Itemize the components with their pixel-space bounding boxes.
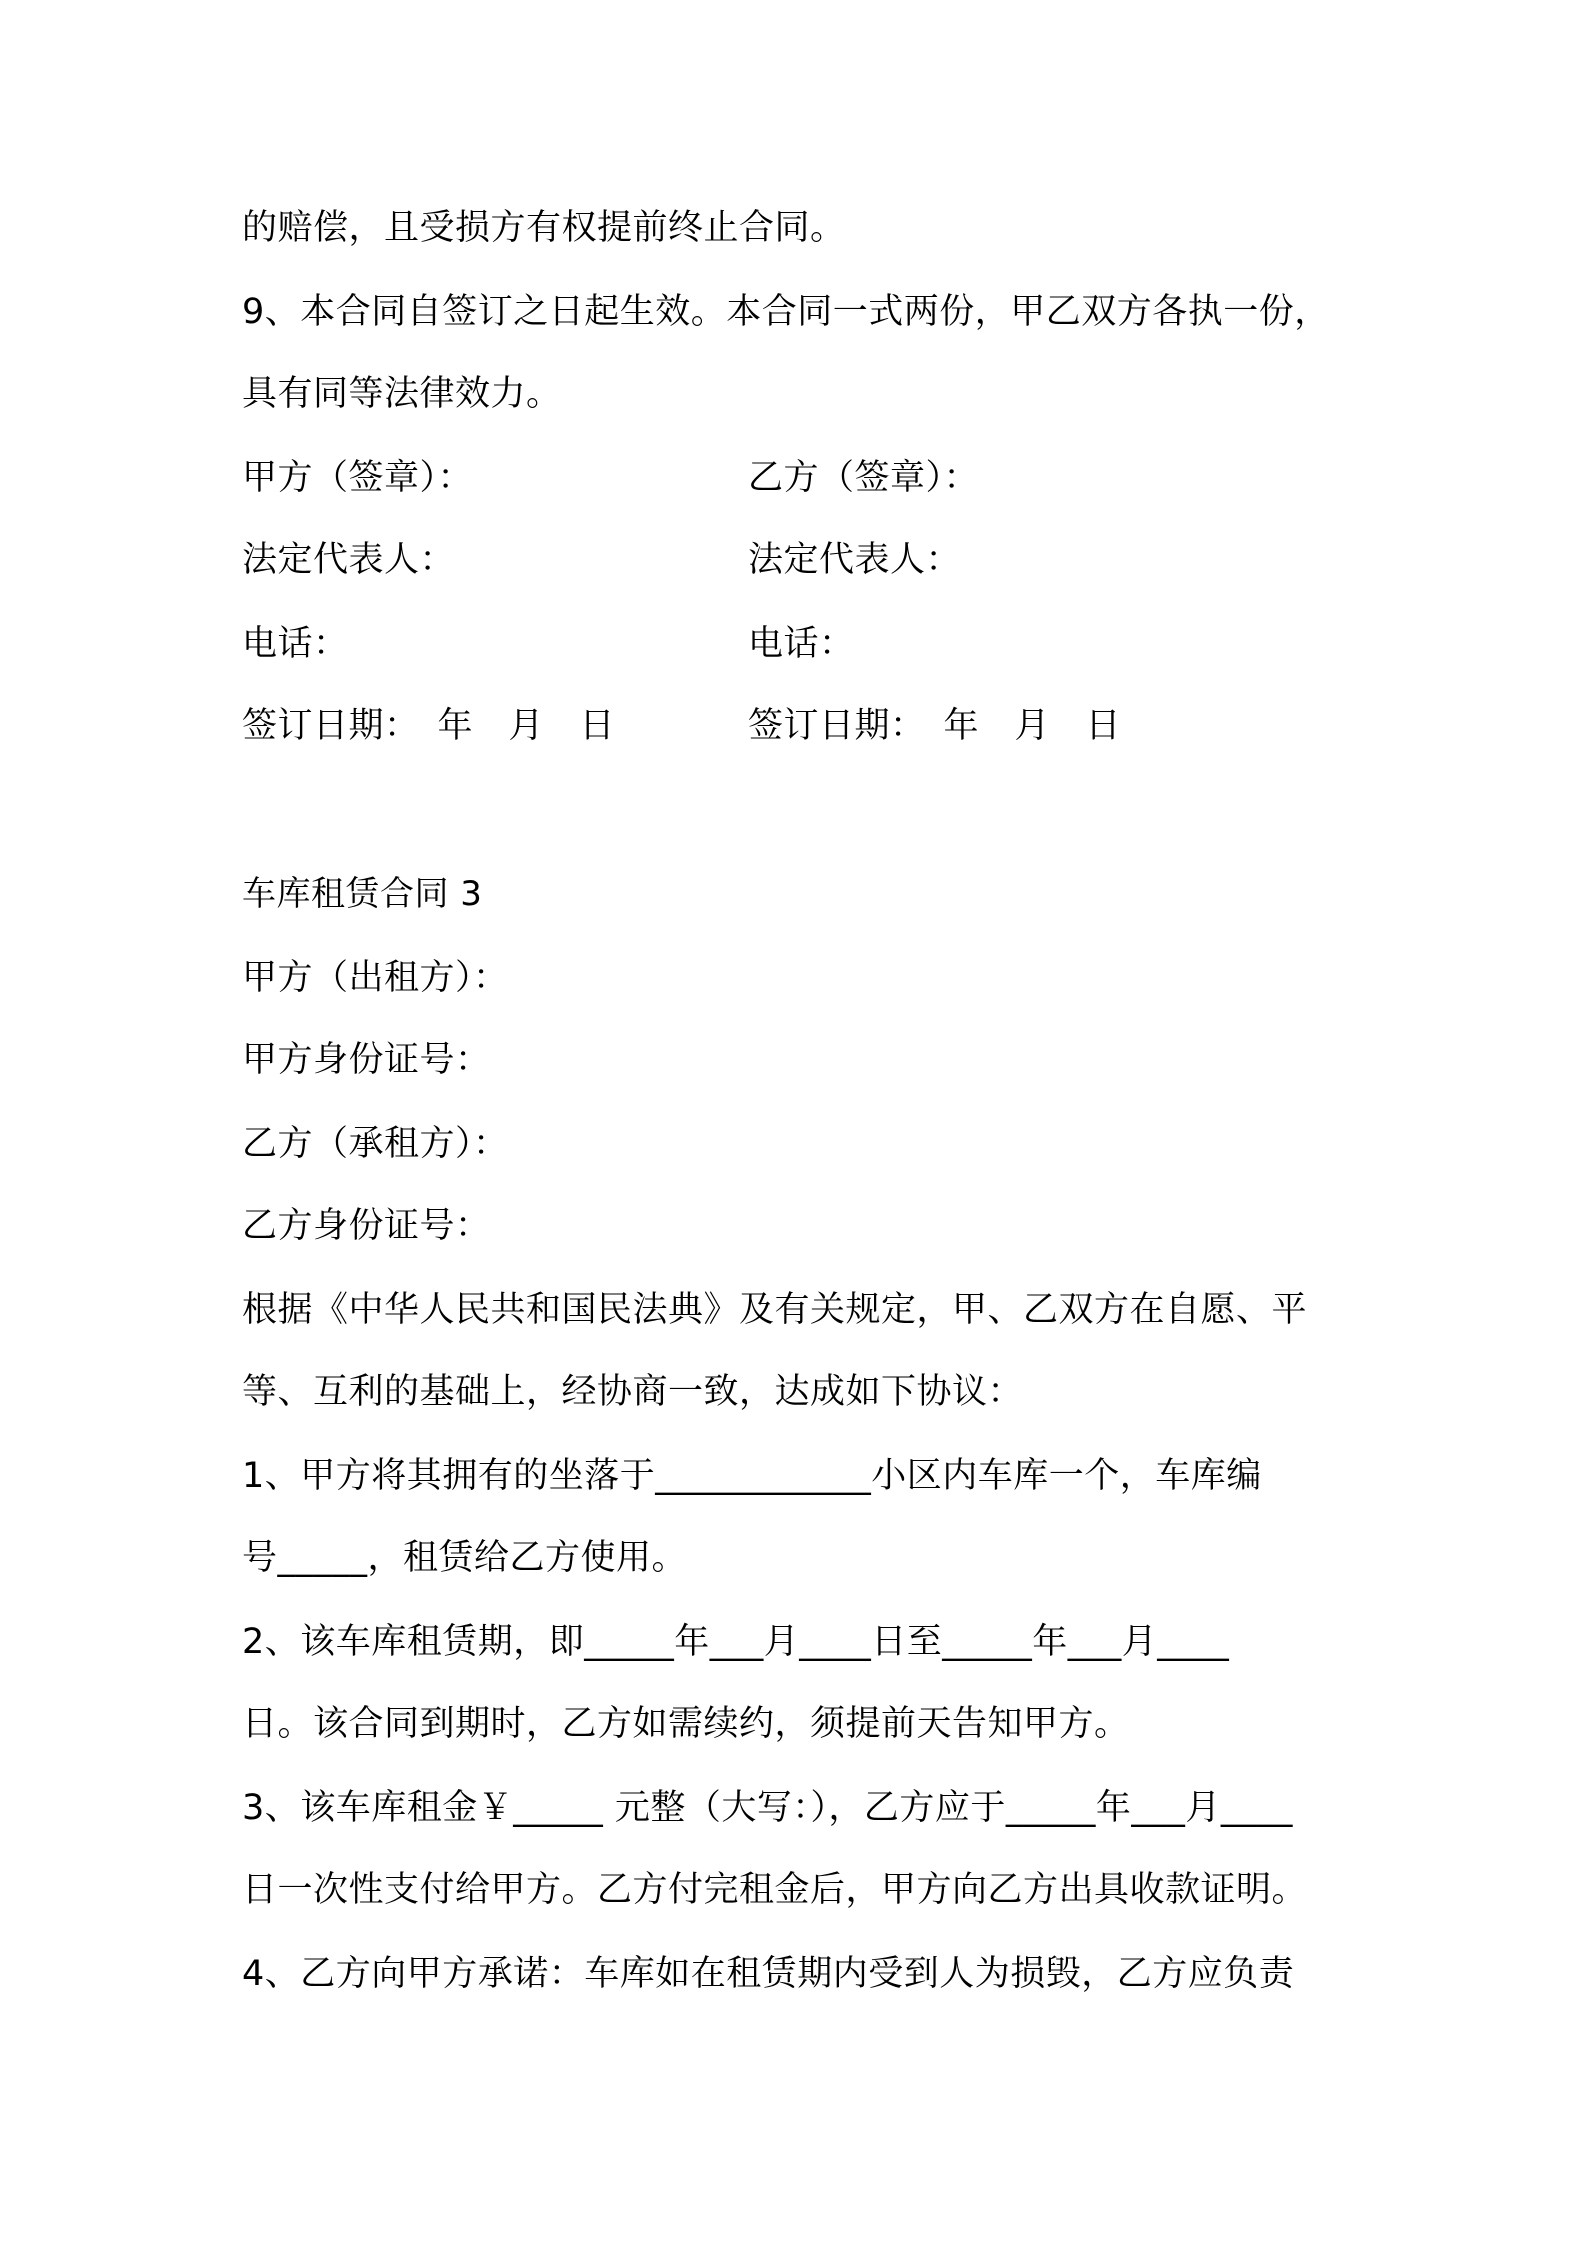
preamble-line-2: 等、互利的基础上，经协商一致，达成如下协议： <box>242 1372 1024 1412</box>
preamble-line-1: 根据《中华人民共和国民法典》及有关规定，甲、乙双方在自愿、平 <box>242 1290 1308 1330</box>
party-b-sign-date-label: 签订日期： 年 月 日 <box>748 706 1122 746</box>
party-a-sign-date-label: 签订日期： 年 月 日 <box>242 706 616 746</box>
clause-9-line-1: 9、本合同自签订之日起生效。本合同一式两份，甲乙双方各执一份， <box>242 292 1330 332</box>
party-b-representative-label: 法定代表人： <box>748 540 962 580</box>
lessor-id-label: 甲方身份证号： <box>242 1040 491 1080</box>
party-a-representative-label: 法定代表人： <box>242 540 456 580</box>
lessee-label: 乙方（承租方）： <box>242 1124 509 1164</box>
party-a-phone-label: 电话： <box>242 624 349 664</box>
clause-3-line-2: 日一次性支付给甲方。乙方付完租金后，甲方向乙方出具收款证明。 <box>242 1870 1308 1910</box>
clause-4-line-1: 4、乙方向甲方承诺：车库如在租赁期内受到人为损毁，乙方应负责 <box>242 1954 1295 1994</box>
clause-2-line-2: 日。该合同到期时，乙方如需续约，须提前天告知甲方。 <box>242 1704 1130 1744</box>
paragraph-continuation: 的赔偿，且受损方有权提前终止合同。 <box>242 208 846 248</box>
clause-2-line-1: 2、该车库租赁期，即_____年___月____日至_____年___月____ <box>242 1622 1230 1662</box>
clause-1-line-1: 1、甲方将其拥有的坐落于____________小区内车库一个，车库编 <box>242 1456 1262 1496</box>
lessor-label: 甲方（出租方）： <box>242 958 509 998</box>
clause-3-line-1: 3、该车库租金￥_____ 元整（大写：），乙方应于_____年___月____ <box>242 1788 1293 1828</box>
contract-3-title: 车库租赁合同 3 <box>242 874 483 914</box>
party-b-phone-label: 电话： <box>748 624 855 664</box>
party-b-seal-label: 乙方（签章）： <box>748 458 980 498</box>
clause-9-line-2: 具有同等法律效力。 <box>242 374 562 414</box>
clause-1-line-2: 号_____，租赁给乙方使用。 <box>242 1538 688 1578</box>
party-a-seal-label: 甲方（签章）： <box>242 458 474 498</box>
lessee-id-label: 乙方身份证号： <box>242 1206 491 1246</box>
